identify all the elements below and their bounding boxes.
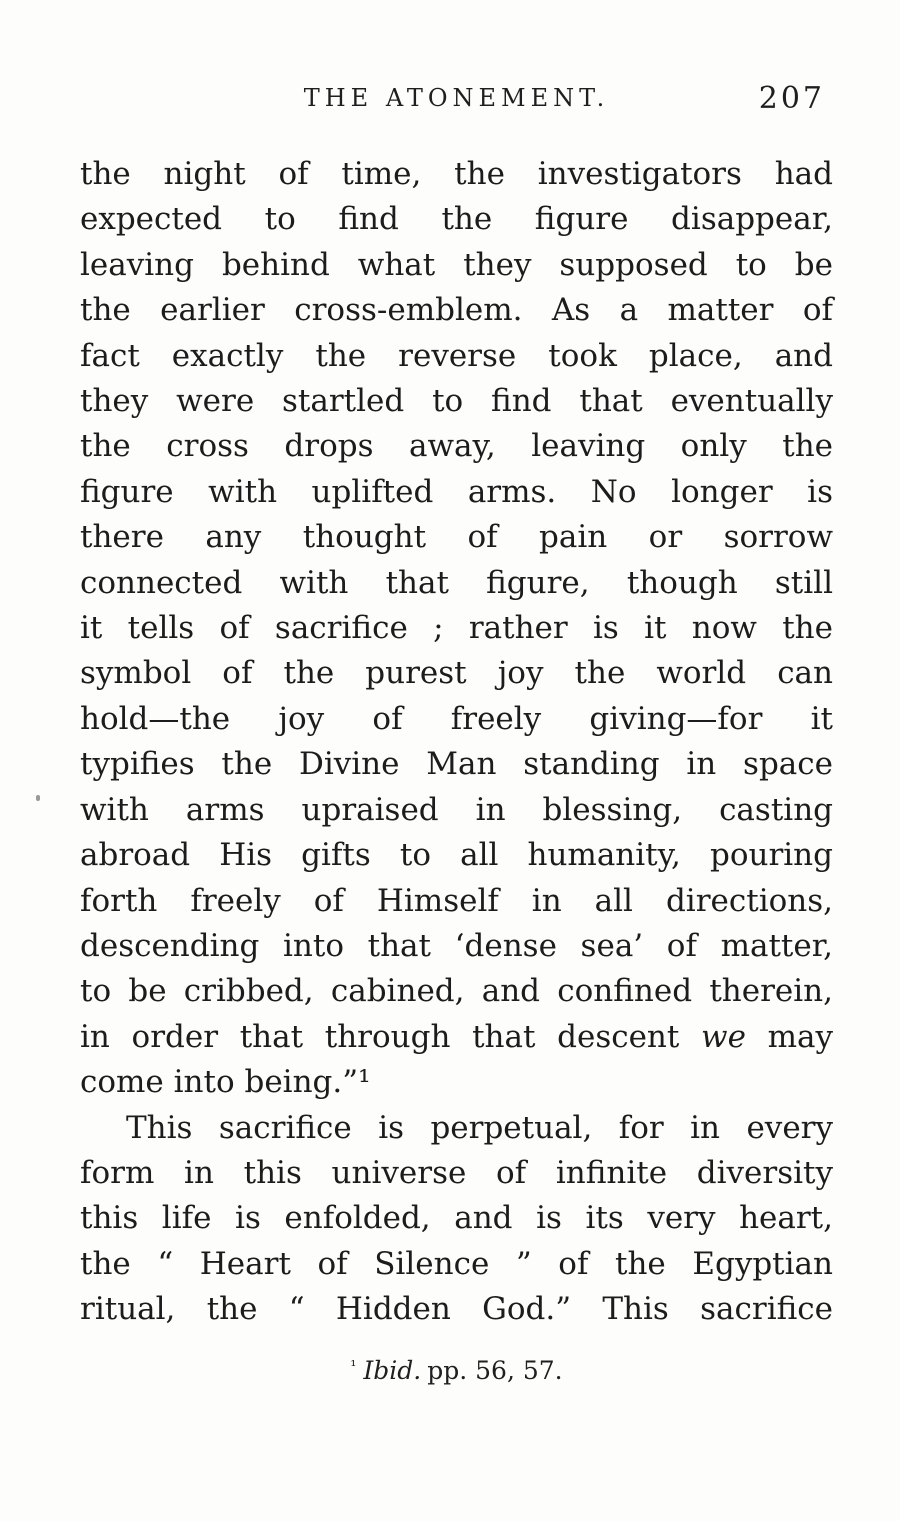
- running-head-title: THE ATONEMENT.: [303, 84, 610, 112]
- text-line: the “ Heart of Silence ” of the Egyptian: [80, 1245, 833, 1282]
- text-line: descending into that ‘dense sea’ of matter,: [80, 927, 833, 964]
- paragraph: [80, 1106, 833, 1333]
- text-line: there any thought of pain or sorrow: [80, 519, 833, 556]
- text-line: the earlier cross-emblem. As a matter of: [80, 292, 833, 329]
- text-line: the cross drops away, leaving only the: [80, 428, 833, 465]
- text-line: they were startled to find that eventually: [80, 383, 833, 420]
- footnote-source: Ibid.: [363, 1356, 422, 1385]
- text-line: this life is enfolded, and is its very heart,: [80, 1200, 833, 1237]
- text-line: symbol of the purest joy the world can: [80, 655, 833, 692]
- body-text: [80, 152, 833, 1333]
- text-line: come into being.”¹: [80, 1064, 371, 1101]
- text-line: forth freely of Himself in all directions,: [80, 882, 833, 919]
- paragraph: [80, 152, 833, 1106]
- footnote-pages: pp. 56, 57.: [427, 1356, 563, 1385]
- text-line: form in this universe of infinite diversity: [80, 1154, 833, 1191]
- text-line: in order that through that descent we may: [80, 1018, 833, 1055]
- footnote-marker: ¹: [350, 1357, 357, 1375]
- text-line: to be cribbed, cabined, and confined therein,: [80, 973, 833, 1010]
- text-line: fact exactly the reverse took place, and: [80, 337, 833, 374]
- footnote: [80, 1356, 833, 1385]
- text-line: connected with that figure, though still: [80, 564, 833, 601]
- text-line: with arms upraised in blessing, casting: [80, 791, 833, 828]
- text-line: This sacrifice is perpetual, for in every: [126, 1109, 833, 1146]
- scan-speckle: [36, 795, 40, 801]
- text-line: abroad His gifts to all humanity, pouring: [80, 837, 833, 874]
- text-line: leaving behind what they supposed to be: [80, 246, 833, 283]
- page-header: [80, 81, 833, 118]
- text-line: hold—the joy of freely giving—for it: [80, 700, 833, 737]
- text-line: expected to find the figure disappear,: [80, 201, 833, 238]
- text-line: figure with uplifted arms. No longer is: [80, 473, 833, 510]
- text-line: ritual, the “ Hidden God.” This sacrifice: [80, 1291, 833, 1328]
- text-line: typifies the Divine Man standing in space: [80, 746, 833, 783]
- text-line: it tells of sacrifice ; rather is it now the: [80, 610, 833, 647]
- page-number: 207: [758, 81, 825, 116]
- text-line: the night of time, the investigators had: [80, 156, 833, 192]
